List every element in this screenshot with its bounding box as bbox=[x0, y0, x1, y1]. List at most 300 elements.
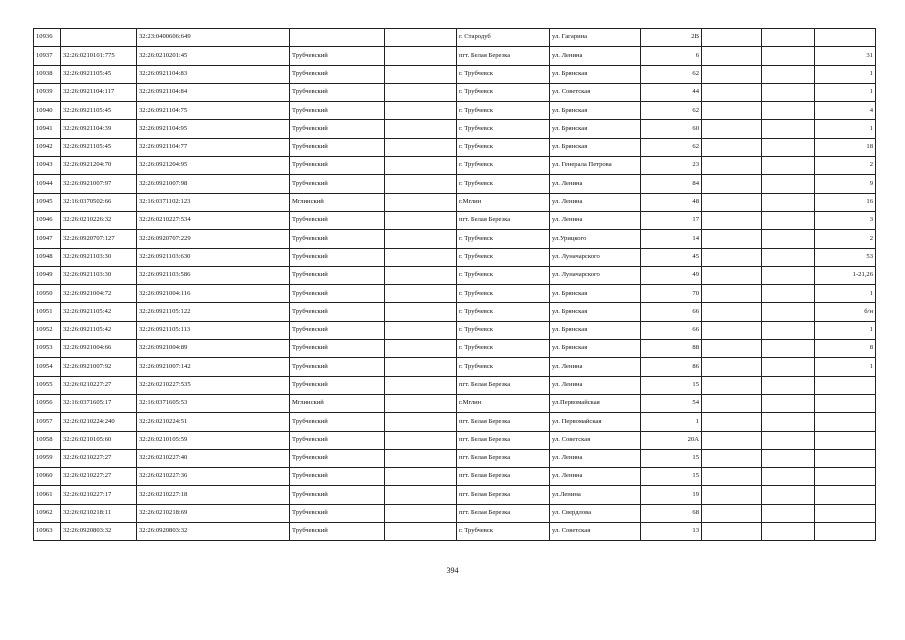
cell-structure bbox=[762, 266, 815, 284]
cell-cadastral-number-object: 32:26:0921105:122 bbox=[137, 303, 290, 321]
cell-house-number: 14 bbox=[641, 230, 702, 248]
cell-structure bbox=[762, 468, 815, 486]
cell-district: Трубчевский bbox=[290, 230, 385, 248]
cell-cadastral-number-object: 32:26:0210227:18 bbox=[137, 486, 290, 504]
cell-street: ул. Ленина bbox=[550, 468, 641, 486]
cell-district: Трубчевский bbox=[290, 486, 385, 504]
table-row bbox=[34, 266, 876, 284]
cell-house-number: 13 bbox=[641, 523, 702, 541]
cell-settlement: г. Трубчевск bbox=[457, 321, 550, 339]
cell-row-number: 10943 bbox=[34, 157, 61, 175]
cell-structure bbox=[762, 413, 815, 431]
cell-settlement-type bbox=[385, 340, 457, 358]
cell-district: Трубчевский bbox=[290, 449, 385, 467]
cell-cadastral-number-object: 32:26:0210227:534 bbox=[137, 211, 290, 229]
cell-settlement: г. Трубчевск bbox=[457, 65, 550, 83]
cell-structure bbox=[762, 193, 815, 211]
cell-street: ул. Ленина bbox=[550, 193, 641, 211]
cell-cadastral-number-object: 32:26:0921103:586 bbox=[137, 266, 290, 284]
cell-settlement: пгт. Белая Березка bbox=[457, 504, 550, 522]
page-number: 394 bbox=[446, 566, 459, 575]
cell-apartment bbox=[815, 468, 876, 486]
cell-house-number: 70 bbox=[641, 285, 702, 303]
cell-cadastral-number-parcel: 32:26:0921105:45 bbox=[61, 102, 137, 120]
cell-cadastral-number-object: 32:26:0210227:36 bbox=[137, 468, 290, 486]
cell-house-number: 88 bbox=[641, 340, 702, 358]
cell-cadastral-number-parcel bbox=[61, 29, 137, 47]
cell-district: Трубчевский bbox=[290, 248, 385, 266]
cell-building bbox=[702, 285, 762, 303]
cell-cadastral-number-object: 32:26:0210218:69 bbox=[137, 504, 290, 522]
table-row bbox=[34, 413, 876, 431]
cell-cadastral-number-object: 32:26:0921104:95 bbox=[137, 120, 290, 138]
cell-settlement-type bbox=[385, 468, 457, 486]
cell-structure bbox=[762, 157, 815, 175]
table-row bbox=[34, 523, 876, 541]
cell-cadastral-number-parcel: 32:26:0921004:72 bbox=[61, 285, 137, 303]
cell-row-number: 10956 bbox=[34, 394, 61, 412]
cell-street: ул. Брянская bbox=[550, 65, 641, 83]
cell-cadastral-number-object: 32:23:0400606:649 bbox=[137, 29, 290, 47]
cell-cadastral-number-parcel: 32:26:0921104:117 bbox=[61, 83, 137, 101]
cell-street: ул. Луначарского bbox=[550, 248, 641, 266]
cell-settlement-type bbox=[385, 376, 457, 394]
table-row bbox=[34, 394, 876, 412]
cell-building bbox=[702, 230, 762, 248]
cell-structure bbox=[762, 358, 815, 376]
cell-structure bbox=[762, 230, 815, 248]
table-row bbox=[34, 358, 876, 376]
cell-building bbox=[702, 120, 762, 138]
cell-settlement-type bbox=[385, 449, 457, 467]
cell-apartment: 3 bbox=[815, 211, 876, 229]
cell-row-number: 10951 bbox=[34, 303, 61, 321]
cell-district: Трубчевский bbox=[290, 468, 385, 486]
cell-row-number: 10955 bbox=[34, 376, 61, 394]
cell-district: Трубчевский bbox=[290, 65, 385, 83]
cell-cadastral-number-object: 32:26:0921103:630 bbox=[137, 248, 290, 266]
cell-house-number: 66 bbox=[641, 303, 702, 321]
cell-cadastral-number-parcel: 32:26:0210227:17 bbox=[61, 486, 137, 504]
cell-row-number: 10958 bbox=[34, 431, 61, 449]
cell-building bbox=[702, 358, 762, 376]
cell-row-number: 10941 bbox=[34, 120, 61, 138]
cell-building bbox=[702, 523, 762, 541]
cell-building bbox=[702, 486, 762, 504]
cell-house-number: 48 bbox=[641, 193, 702, 211]
cell-settlement: г. Трубчевск bbox=[457, 523, 550, 541]
cell-structure bbox=[762, 394, 815, 412]
cell-settlement-type bbox=[385, 266, 457, 284]
cell-apartment: 1 bbox=[815, 83, 876, 101]
cell-street: ул. Ленина bbox=[550, 358, 641, 376]
cell-street: ул. Брянская bbox=[550, 285, 641, 303]
cell-street: ул. Луначарского bbox=[550, 266, 641, 284]
cell-settlement: г. Трубчевск bbox=[457, 303, 550, 321]
cell-house-number: 45 bbox=[641, 248, 702, 266]
cell-apartment bbox=[815, 394, 876, 412]
cell-street: ул. Брянская bbox=[550, 321, 641, 339]
cell-district: Трубчевский bbox=[290, 157, 385, 175]
cell-cadastral-number-object: 32:26:0921007:98 bbox=[137, 175, 290, 193]
cell-building bbox=[702, 394, 762, 412]
cell-row-number: 10952 bbox=[34, 321, 61, 339]
cell-cadastral-number-object: 32:26:0921105:113 bbox=[137, 321, 290, 339]
cell-building bbox=[702, 211, 762, 229]
table-row bbox=[34, 285, 876, 303]
cell-row-number: 10960 bbox=[34, 468, 61, 486]
cell-cadastral-number-object: 32:16:0371605:53 bbox=[137, 394, 290, 412]
cell-structure bbox=[762, 486, 815, 504]
cell-cadastral-number-object: 32:26:0921004:89 bbox=[137, 340, 290, 358]
cell-cadastral-number-parcel: 32:26:0210227:27 bbox=[61, 449, 137, 467]
cell-settlement-type bbox=[385, 47, 457, 65]
cell-cadastral-number-parcel: 32:26:0921105:45 bbox=[61, 138, 137, 156]
cell-cadastral-number-parcel: 32:26:0921103:30 bbox=[61, 248, 137, 266]
cell-district: Трубчевский bbox=[290, 211, 385, 229]
cell-settlement: г. Трубчевск bbox=[457, 285, 550, 303]
cell-building bbox=[702, 102, 762, 120]
cell-settlement: г. Стародуб bbox=[457, 29, 550, 47]
cell-cadastral-number-object: 32:26:0920803:32 bbox=[137, 523, 290, 541]
cell-apartment: 1 bbox=[815, 358, 876, 376]
cell-structure bbox=[762, 340, 815, 358]
cell-row-number: 10954 bbox=[34, 358, 61, 376]
cell-row-number: 10938 bbox=[34, 65, 61, 83]
table-row bbox=[34, 29, 876, 47]
cell-settlement: пгт. Белая Березка bbox=[457, 211, 550, 229]
cell-building bbox=[702, 468, 762, 486]
cell-cadastral-number-object: 32:26:0210224:51 bbox=[137, 413, 290, 431]
table-row bbox=[34, 120, 876, 138]
cell-settlement: г. Трубчевск bbox=[457, 266, 550, 284]
cell-cadastral-number-parcel: 32:26:0921104:39 bbox=[61, 120, 137, 138]
table-row bbox=[34, 321, 876, 339]
cell-structure bbox=[762, 29, 815, 47]
table-row bbox=[34, 83, 876, 101]
cell-district: Трубчевский bbox=[290, 431, 385, 449]
cell-settlement-type bbox=[385, 431, 457, 449]
cell-cadastral-number-object: 32:26:0210105:59 bbox=[137, 431, 290, 449]
cell-row-number: 10957 bbox=[34, 413, 61, 431]
cell-district: Трубчевский bbox=[290, 340, 385, 358]
table-row bbox=[34, 504, 876, 522]
table-row bbox=[34, 230, 876, 248]
cell-settlement: г. Трубчевск bbox=[457, 248, 550, 266]
cell-cadastral-number-object: 32:26:0920707:229 bbox=[137, 230, 290, 248]
cell-structure bbox=[762, 138, 815, 156]
cell-settlement: г. Трубчевск bbox=[457, 175, 550, 193]
cell-cadastral-number-object: 32:26:0921104:75 bbox=[137, 102, 290, 120]
cell-settlement: пгт. Белая Березка bbox=[457, 47, 550, 65]
cell-structure bbox=[762, 523, 815, 541]
cell-cadastral-number-parcel: 32:26:0921007:97 bbox=[61, 175, 137, 193]
cell-district: Трубчевский bbox=[290, 266, 385, 284]
cell-apartment: 31 bbox=[815, 47, 876, 65]
cell-district: Трубчевский bbox=[290, 285, 385, 303]
cell-house-number: 1 bbox=[641, 413, 702, 431]
cell-district: Трубчевский bbox=[290, 175, 385, 193]
cell-apartment: 8 bbox=[815, 340, 876, 358]
cell-street: ул. Советская bbox=[550, 83, 641, 101]
cell-settlement: пгт. Белая Березка bbox=[457, 449, 550, 467]
cell-structure bbox=[762, 175, 815, 193]
table-row bbox=[34, 468, 876, 486]
cell-apartment bbox=[815, 523, 876, 541]
cell-settlement-type bbox=[385, 523, 457, 541]
cell-cadastral-number-parcel: 32:26:0921204:70 bbox=[61, 157, 137, 175]
cell-settlement: г.Мглин bbox=[457, 193, 550, 211]
cell-apartment: 2 bbox=[815, 230, 876, 248]
cell-structure bbox=[762, 248, 815, 266]
cell-settlement: пгт. Белая Березка bbox=[457, 413, 550, 431]
registry-rows bbox=[34, 29, 876, 541]
cell-building bbox=[702, 376, 762, 394]
cell-cadastral-number-parcel: 32:26:0921007:92 bbox=[61, 358, 137, 376]
cell-row-number: 10953 bbox=[34, 340, 61, 358]
cell-cadastral-number-parcel: 32:26:0921105:42 bbox=[61, 321, 137, 339]
cell-row-number: 10939 bbox=[34, 83, 61, 101]
cell-settlement-type bbox=[385, 413, 457, 431]
cell-district: Мглинский bbox=[290, 394, 385, 412]
cell-settlement: г. Трубчевск bbox=[457, 138, 550, 156]
cell-district: Трубчевский bbox=[290, 413, 385, 431]
cell-district: Трубчевский bbox=[290, 523, 385, 541]
cell-row-number: 10937 bbox=[34, 47, 61, 65]
cell-cadastral-number-object: 32:26:0921204:95 bbox=[137, 157, 290, 175]
cell-settlement-type bbox=[385, 394, 457, 412]
cell-row-number: 10940 bbox=[34, 102, 61, 120]
cell-house-number: 17 bbox=[641, 211, 702, 229]
cell-building bbox=[702, 138, 762, 156]
cell-street: ул.Ленина bbox=[550, 486, 641, 504]
cell-settlement: г. Трубчевск bbox=[457, 340, 550, 358]
cell-apartment bbox=[815, 376, 876, 394]
cell-district bbox=[290, 29, 385, 47]
cell-street: ул. Свердлова bbox=[550, 504, 641, 522]
cell-district: Трубчевский bbox=[290, 303, 385, 321]
cell-settlement-type bbox=[385, 29, 457, 47]
cell-settlement-type bbox=[385, 138, 457, 156]
table-row bbox=[34, 486, 876, 504]
cell-row-number: 10961 bbox=[34, 486, 61, 504]
cell-house-number: 54 bbox=[641, 394, 702, 412]
cell-settlement-type bbox=[385, 102, 457, 120]
cell-cadastral-number-parcel: 32:16:0370502:66 bbox=[61, 193, 137, 211]
cell-street: ул. Брянская bbox=[550, 340, 641, 358]
table-row bbox=[34, 340, 876, 358]
cell-structure bbox=[762, 211, 815, 229]
cell-building bbox=[702, 266, 762, 284]
cell-cadastral-number-parcel: 32:16:0371605:17 bbox=[61, 394, 137, 412]
cell-district: Трубчевский bbox=[290, 376, 385, 394]
cell-cadastral-number-parcel: 32:26:0210218:11 bbox=[61, 504, 137, 522]
table-row bbox=[34, 193, 876, 211]
cell-apartment bbox=[815, 431, 876, 449]
cell-structure bbox=[762, 376, 815, 394]
cell-street: ул. Советская bbox=[550, 431, 641, 449]
cell-structure bbox=[762, 83, 815, 101]
cell-house-number: 23 bbox=[641, 157, 702, 175]
cell-cadastral-number-object: 32:26:0921007:142 bbox=[137, 358, 290, 376]
cell-settlement-type bbox=[385, 175, 457, 193]
cell-structure bbox=[762, 285, 815, 303]
table-row bbox=[34, 376, 876, 394]
cell-settlement: г. Трубчевск bbox=[457, 230, 550, 248]
cell-row-number: 10942 bbox=[34, 138, 61, 156]
cell-district: Трубчевский bbox=[290, 47, 385, 65]
table-row bbox=[34, 65, 876, 83]
cell-cadastral-number-object: 32:26:0921104:84 bbox=[137, 83, 290, 101]
table-row bbox=[34, 248, 876, 266]
cell-row-number: 10962 bbox=[34, 504, 61, 522]
cell-settlement-type bbox=[385, 157, 457, 175]
cell-apartment: 1-21,26 bbox=[815, 266, 876, 284]
cell-building bbox=[702, 157, 762, 175]
cell-structure bbox=[762, 504, 815, 522]
cell-settlement: пгт. Белая Березка bbox=[457, 376, 550, 394]
cell-apartment: 1 bbox=[815, 321, 876, 339]
cell-apartment bbox=[815, 504, 876, 522]
cell-structure bbox=[762, 120, 815, 138]
cell-settlement-type bbox=[385, 486, 457, 504]
cell-apartment bbox=[815, 413, 876, 431]
cell-house-number: 84 bbox=[641, 175, 702, 193]
cell-apartment: 18 bbox=[815, 138, 876, 156]
cell-settlement: г.Мглин bbox=[457, 394, 550, 412]
cell-settlement-type bbox=[385, 65, 457, 83]
cell-row-number: 10944 bbox=[34, 175, 61, 193]
cell-structure bbox=[762, 449, 815, 467]
cell-apartment: 1 bbox=[815, 285, 876, 303]
cell-house-number: 15 bbox=[641, 376, 702, 394]
table-row bbox=[34, 431, 876, 449]
cell-house-number: 62 bbox=[641, 138, 702, 156]
cell-cadastral-number-object: 32:26:0921004:116 bbox=[137, 285, 290, 303]
cell-row-number: 10947 bbox=[34, 230, 61, 248]
cell-settlement-type bbox=[385, 285, 457, 303]
cell-house-number: 44 bbox=[641, 83, 702, 101]
table-row bbox=[34, 102, 876, 120]
cell-building bbox=[702, 431, 762, 449]
cell-structure bbox=[762, 47, 815, 65]
cell-row-number: 10936 bbox=[34, 29, 61, 47]
cell-structure bbox=[762, 303, 815, 321]
cell-district: Мглинский bbox=[290, 193, 385, 211]
cell-street: ул. Брянская bbox=[550, 303, 641, 321]
cell-house-number: 62 bbox=[641, 102, 702, 120]
cell-apartment: 9 bbox=[815, 175, 876, 193]
table-row bbox=[34, 138, 876, 156]
cell-building bbox=[702, 413, 762, 431]
cell-street: ул. Брянская bbox=[550, 102, 641, 120]
cell-house-number: 66 bbox=[641, 321, 702, 339]
cell-apartment: 4 bbox=[815, 102, 876, 120]
cell-settlement-type bbox=[385, 321, 457, 339]
cell-street: ул. Брянская bbox=[550, 120, 641, 138]
cell-apartment: 1 bbox=[815, 120, 876, 138]
cell-house-number: 49 bbox=[641, 266, 702, 284]
cell-district: Трубчевский bbox=[290, 358, 385, 376]
cell-settlement: г. Трубчевск bbox=[457, 120, 550, 138]
cell-settlement: г. Трубчевск bbox=[457, 83, 550, 101]
cell-district: Трубчевский bbox=[290, 504, 385, 522]
cell-cadastral-number-object: 32:16:0371102:123 bbox=[137, 193, 290, 211]
cell-structure bbox=[762, 321, 815, 339]
cell-cadastral-number-parcel: 32:26:0210226:32 bbox=[61, 211, 137, 229]
registry-table bbox=[33, 28, 876, 541]
cell-apartment: 16 bbox=[815, 193, 876, 211]
cell-cadastral-number-parcel: 32:26:0210227:27 bbox=[61, 468, 137, 486]
cell-settlement: пгт. Белая Березка bbox=[457, 486, 550, 504]
cell-building bbox=[702, 248, 762, 266]
cell-building bbox=[702, 504, 762, 522]
cell-house-number: 2В bbox=[641, 29, 702, 47]
cell-street: ул. Ленина bbox=[550, 47, 641, 65]
cell-settlement-type bbox=[385, 248, 457, 266]
table-row bbox=[34, 211, 876, 229]
cell-settlement: г. Трубчевск bbox=[457, 157, 550, 175]
cell-settlement-type bbox=[385, 230, 457, 248]
cell-cadastral-number-parcel: 32:26:0210224:240 bbox=[61, 413, 137, 431]
cell-cadastral-number-parcel: 32:26:0921103:30 bbox=[61, 266, 137, 284]
cell-district: Трубчевский bbox=[290, 138, 385, 156]
table-row bbox=[34, 175, 876, 193]
cell-settlement: пгт. Белая Березка bbox=[457, 431, 550, 449]
cell-building bbox=[702, 303, 762, 321]
cell-cadastral-number-parcel: 32:26:0921105:42 bbox=[61, 303, 137, 321]
cell-street: ул. Ленина bbox=[550, 175, 641, 193]
cell-cadastral-number-parcel: 32:26:0210101:775 bbox=[61, 47, 137, 65]
cell-cadastral-number-object: 32:26:0921104:83 bbox=[137, 65, 290, 83]
cell-apartment bbox=[815, 486, 876, 504]
cell-district: Трубчевский bbox=[290, 83, 385, 101]
cell-structure bbox=[762, 102, 815, 120]
cell-district: Трубчевский bbox=[290, 120, 385, 138]
cell-building bbox=[702, 321, 762, 339]
cell-settlement: г. Трубчевск bbox=[457, 358, 550, 376]
cell-cadastral-number-object: 32:26:0210227:535 bbox=[137, 376, 290, 394]
cell-street: ул.Первомайская bbox=[550, 394, 641, 412]
cell-street: ул. Гагарина bbox=[550, 29, 641, 47]
cell-building bbox=[702, 47, 762, 65]
cell-street: ул. Ленина bbox=[550, 449, 641, 467]
cell-house-number: 15 bbox=[641, 468, 702, 486]
cell-building bbox=[702, 175, 762, 193]
cell-building bbox=[702, 83, 762, 101]
cell-district: Трубчевский bbox=[290, 102, 385, 120]
cell-house-number: 68 bbox=[641, 504, 702, 522]
table-row bbox=[34, 449, 876, 467]
cell-street: ул. Генерала Петрова bbox=[550, 157, 641, 175]
cell-apartment bbox=[815, 449, 876, 467]
cell-row-number: 10946 bbox=[34, 211, 61, 229]
cell-apartment: 1 bbox=[815, 65, 876, 83]
cell-settlement-type bbox=[385, 193, 457, 211]
cell-row-number: 10948 bbox=[34, 248, 61, 266]
cell-street: ул.Урицкого bbox=[550, 230, 641, 248]
cell-house-number: 86 bbox=[641, 358, 702, 376]
cell-cadastral-number-parcel: 32:26:0921004:66 bbox=[61, 340, 137, 358]
cell-house-number: 62 bbox=[641, 65, 702, 83]
table-row bbox=[34, 303, 876, 321]
cell-cadastral-number-parcel: 32:26:0920707:127 bbox=[61, 230, 137, 248]
cell-settlement-type bbox=[385, 303, 457, 321]
cell-row-number: 10963 bbox=[34, 523, 61, 541]
cell-settlement-type bbox=[385, 211, 457, 229]
cell-street: ул. Первомайская bbox=[550, 413, 641, 431]
cell-house-number: 15 bbox=[641, 449, 702, 467]
